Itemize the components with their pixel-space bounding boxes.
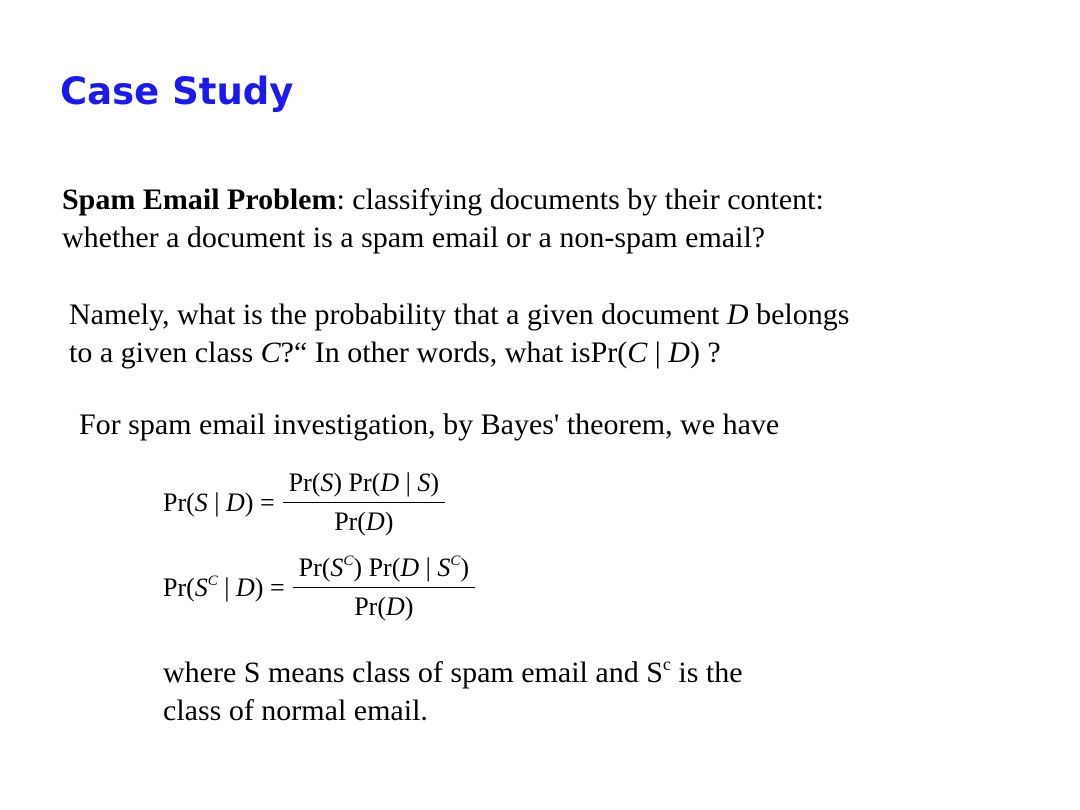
equation-fraction <box>283 468 445 537</box>
definition-text: where S means class of spam email and S <box>163 656 663 689</box>
question-text: Namely, what is the probability that a given document <box>69 298 727 331</box>
expr-part: | <box>647 336 669 369</box>
definition-paragraph <box>163 645 743 730</box>
var-d: D <box>668 336 690 369</box>
problem-line2: whether a document is a spam email or a non-spam email? <box>62 221 766 254</box>
bayes-intro: For spam email investigation, by Bayes' theorem, we have <box>79 408 780 441</box>
fraction-numerator: Pr(S) Pr(D | S) <box>283 468 445 503</box>
fraction-numerator: $Pr(S^C)$ Pr(D | $S^C$) <box>293 553 475 588</box>
question-text: to a given class <box>69 336 261 369</box>
expr-part: Pr( <box>590 336 628 369</box>
definition-text: is the <box>670 656 743 689</box>
problem-line1: : classifying documents by their content: <box>336 183 824 216</box>
equation-lhs: $Pr(S^C$ | D) = <box>163 572 285 602</box>
question-text: ?“ In other words, what is <box>280 336 591 369</box>
problem-statement <box>62 181 824 257</box>
definition-text: class of normal email. <box>163 694 428 727</box>
equation-spam <box>163 468 445 537</box>
equation-lhs: Pr(S | D) = <box>163 487 275 517</box>
var-c: C <box>260 336 281 369</box>
slide-title: Case Study <box>60 70 294 113</box>
equation-fraction <box>293 553 475 622</box>
question-text: belongs <box>748 298 850 331</box>
expr-part: ) ? <box>689 336 721 369</box>
equation-nonspam <box>163 553 475 622</box>
question-paragraph <box>69 296 849 372</box>
fraction-denominator: Pr(D) <box>334 507 394 536</box>
problem-name: Spam Email Problem <box>62 183 337 216</box>
superscript-c: c <box>662 654 671 674</box>
fraction-denominator: Pr(D) <box>354 592 414 621</box>
var-d: D <box>726 298 749 331</box>
var-c: C <box>627 336 648 369</box>
